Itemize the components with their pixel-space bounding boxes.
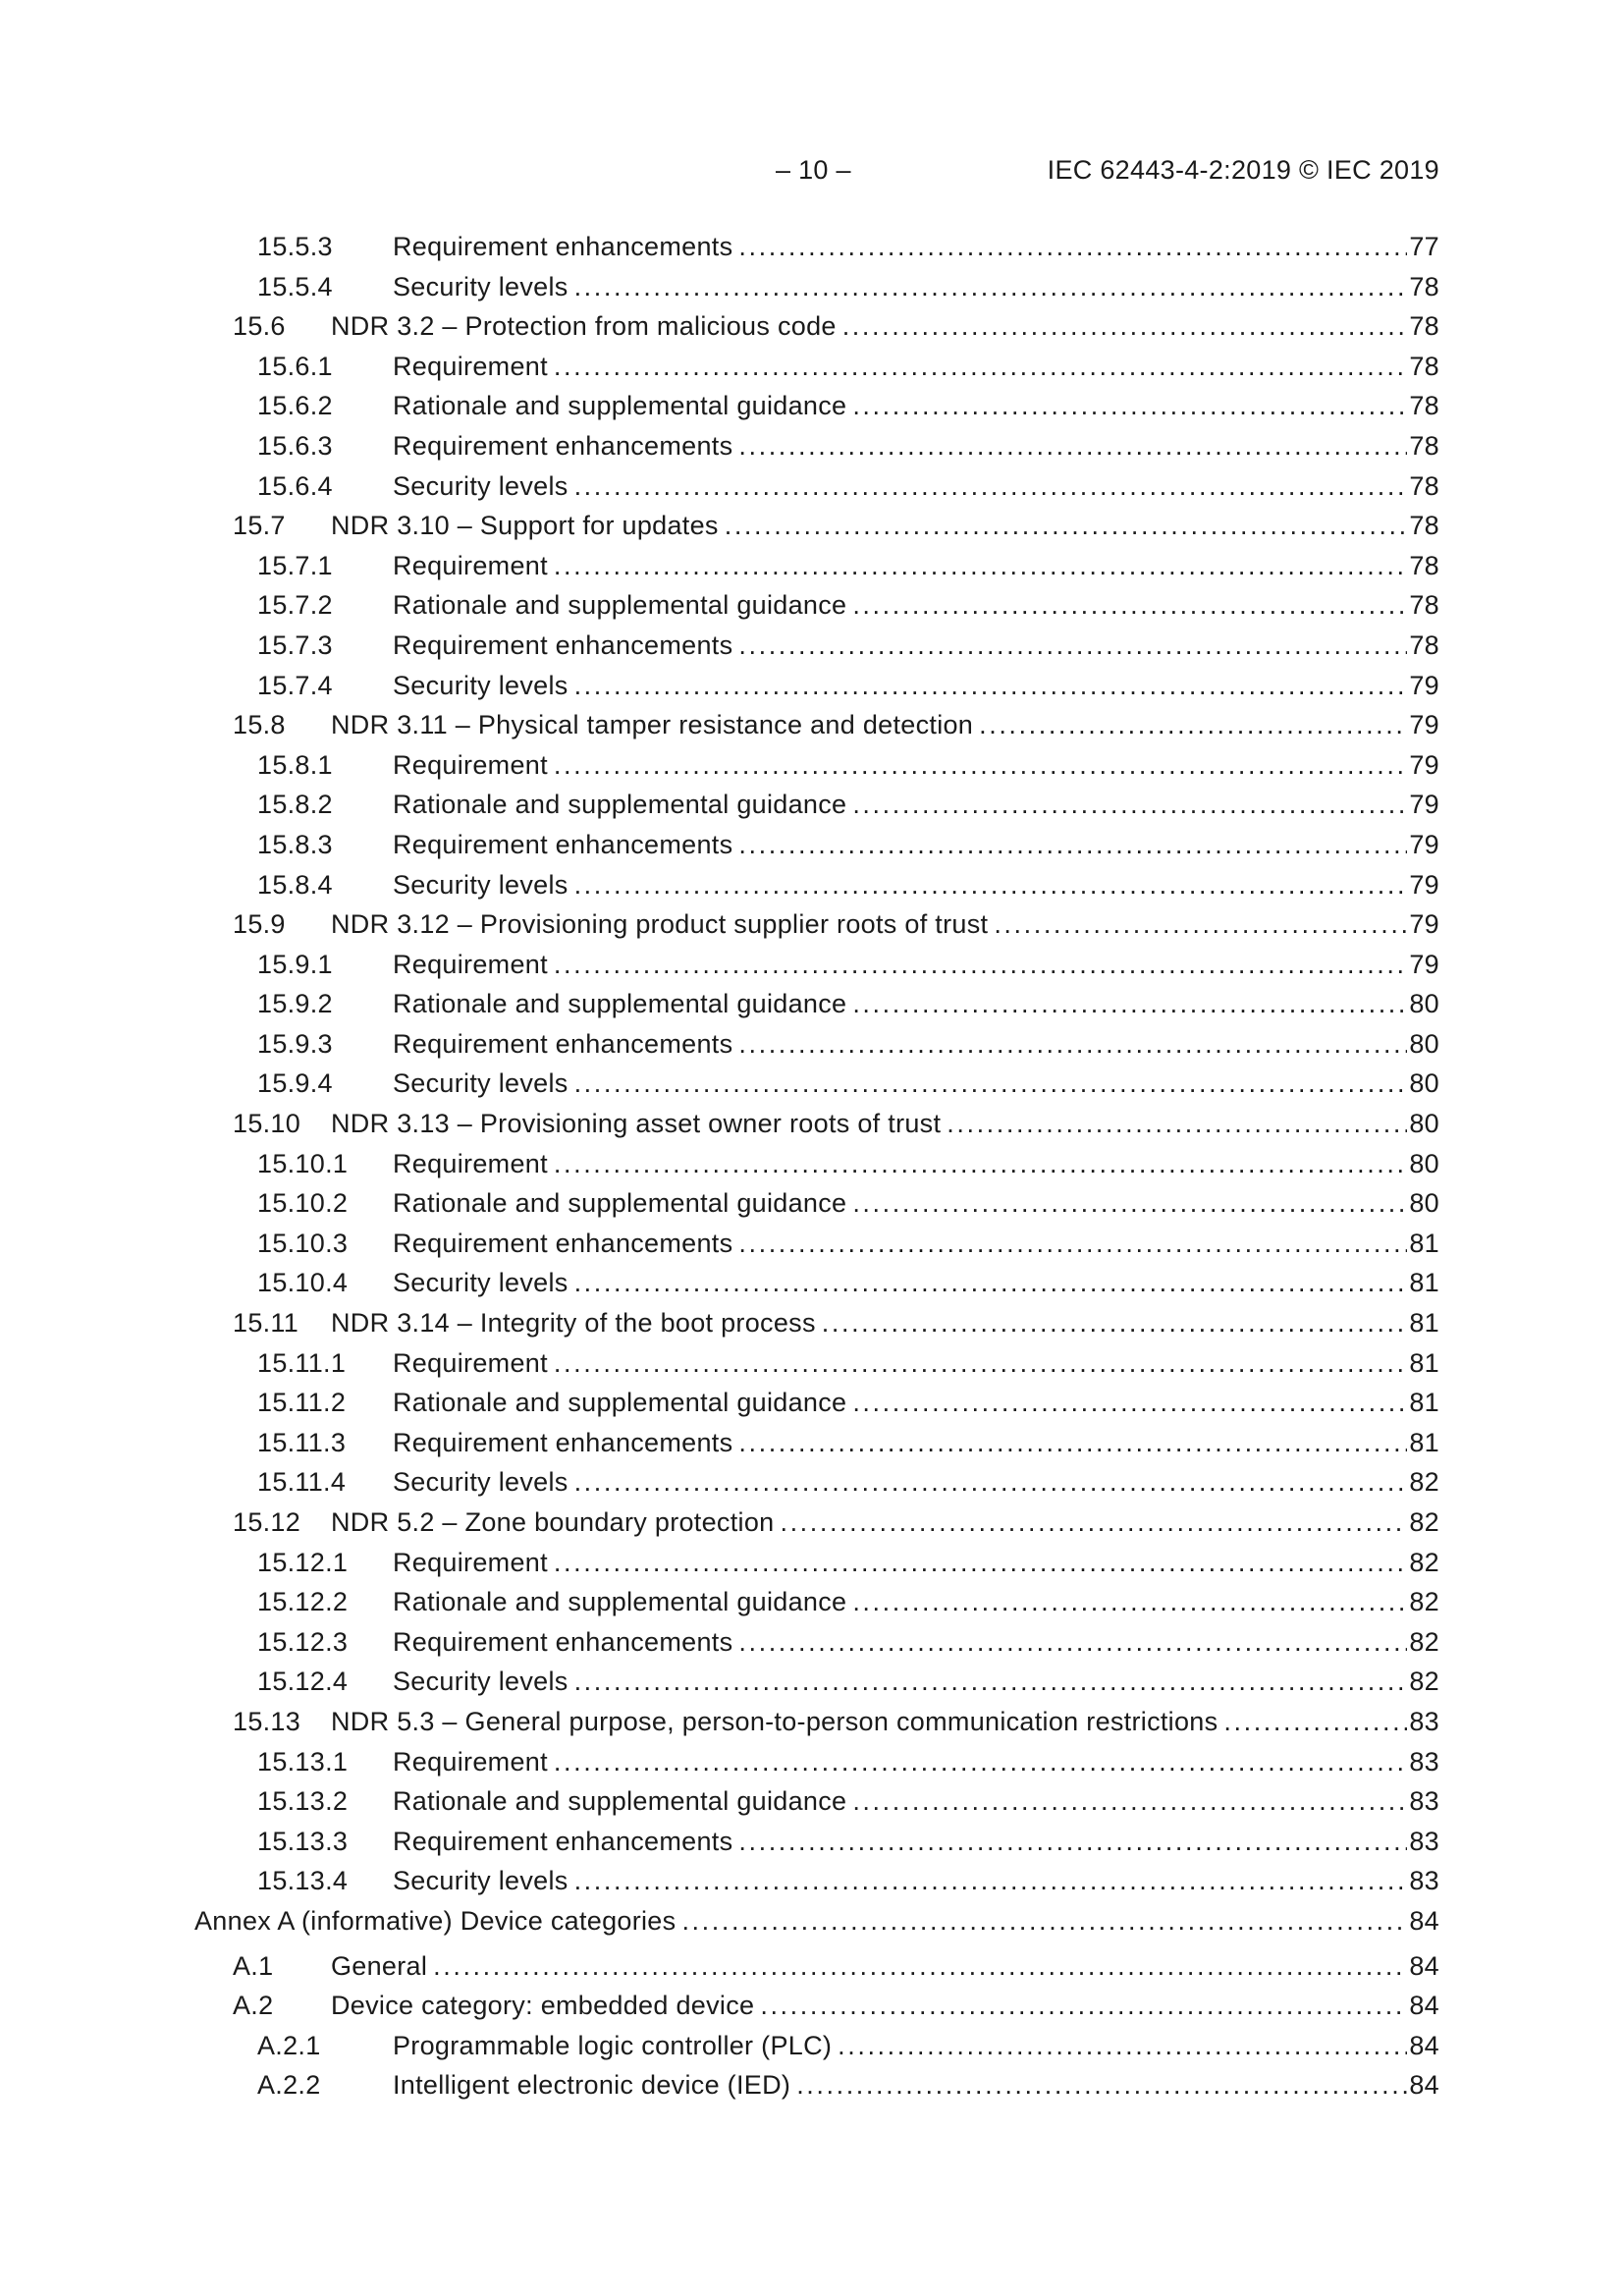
toc-entry-number: 15.10.1 bbox=[257, 1148, 349, 1178]
toc-entry-title: Requirement bbox=[393, 550, 548, 580]
toc-entry-title: NDR 5.3 – General purpose, person-to-person communication restrictions bbox=[331, 1706, 1218, 1736]
toc-entry-title: NDR 3.14 – Integrity of the boot process bbox=[331, 1308, 816, 1339]
toc-entry-title: Requirement enhancements bbox=[393, 1626, 733, 1657]
dot-leader bbox=[852, 1188, 1407, 1219]
toc-entry-title: Requirement enhancements bbox=[393, 1228, 733, 1258]
toc-entry-line bbox=[393, 471, 1439, 502]
toc-entry-number: A.2.2 bbox=[257, 2070, 321, 2101]
toc-entry-number: 15.11.3 bbox=[257, 1427, 347, 1457]
toc-entry-number: 15.9.4 bbox=[257, 1068, 333, 1099]
toc-entry-line bbox=[331, 1707, 1439, 1737]
toc-entry-line bbox=[393, 950, 1439, 980]
toc-entry-title: Security levels bbox=[393, 470, 568, 501]
toc-entry-line bbox=[393, 1149, 1439, 1179]
toc-entry-line bbox=[393, 431, 1439, 462]
dot-leader bbox=[574, 1467, 1408, 1498]
toc-entry-line bbox=[393, 590, 1439, 621]
toc-entry-title: Requirement enhancements bbox=[393, 1028, 733, 1059]
dot-leader bbox=[738, 1229, 1407, 1259]
toc-entry[interactable] bbox=[0, 508, 1624, 548]
dot-leader bbox=[681, 1906, 1407, 1937]
toc-entry[interactable] bbox=[0, 1345, 1624, 1386]
toc-entry-line bbox=[393, 232, 1439, 262]
toc-entry[interactable] bbox=[0, 1146, 1624, 1186]
toc-entry-page: 79 bbox=[1409, 790, 1439, 820]
toc-entry[interactable] bbox=[0, 1664, 1624, 1704]
toc-entry-page: 78 bbox=[1409, 311, 1439, 342]
toc-entry-line bbox=[393, 1786, 1439, 1817]
toc-entry-title: Requirement enhancements bbox=[393, 232, 733, 261]
toc-entry[interactable] bbox=[0, 587, 1624, 628]
dot-leader bbox=[760, 1991, 1407, 2021]
toc-entry[interactable] bbox=[0, 1903, 1624, 1948]
toc-entry-number: 15.7.2 bbox=[257, 590, 333, 621]
dot-leader bbox=[725, 511, 1408, 541]
toc-entry-line bbox=[393, 790, 1439, 820]
dot-leader bbox=[947, 1109, 1407, 1139]
toc-entry-page: 79 bbox=[1409, 909, 1439, 940]
toc-entry-number: 15.9.3 bbox=[257, 1028, 333, 1059]
toc-entry-line bbox=[331, 1308, 1439, 1339]
toc-entry-line bbox=[393, 1388, 1439, 1418]
toc-entry[interactable] bbox=[0, 867, 1624, 907]
dot-leader bbox=[780, 1507, 1407, 1538]
dot-leader bbox=[574, 272, 1408, 302]
toc-entry-page: 81 bbox=[1409, 1388, 1439, 1418]
toc-entry-line bbox=[393, 1348, 1439, 1379]
toc-entry-number: 15.7.3 bbox=[257, 629, 333, 660]
toc-entry[interactable] bbox=[0, 1425, 1624, 1465]
toc-entry-page: 80 bbox=[1409, 1188, 1439, 1219]
toc-entry-page: 83 bbox=[1409, 1706, 1439, 1736]
toc-entry-page: 80 bbox=[1409, 989, 1439, 1019]
dot-leader bbox=[554, 1348, 1407, 1379]
toc-entry-line bbox=[393, 1827, 1439, 1857]
toc-entry-title: Security levels bbox=[393, 1866, 568, 1896]
toc-entry-line bbox=[393, 272, 1439, 302]
toc-entry[interactable] bbox=[0, 707, 1624, 747]
toc-entry-page: 78 bbox=[1409, 351, 1439, 381]
toc-entry[interactable] bbox=[0, 1744, 1624, 1784]
toc-entry-number: 15.8.1 bbox=[257, 749, 333, 780]
toc-entry-title: Rationale and supplemental guidance bbox=[393, 1786, 847, 1817]
dot-leader bbox=[738, 431, 1407, 462]
toc-entry-page: 84 bbox=[1409, 1950, 1439, 1981]
toc-entry-title: NDR 3.13 – Provisioning asset owner roots of trust bbox=[331, 1109, 942, 1139]
toc-entry-page: 80 bbox=[1409, 1109, 1439, 1139]
dot-leader bbox=[822, 1308, 1408, 1339]
toc-entry-title: Rationale and supplemental guidance bbox=[393, 790, 847, 820]
toc-entry-number: 15.13 bbox=[233, 1706, 301, 1736]
toc-entry-line bbox=[393, 1467, 1439, 1498]
toc-entry-title: Requirement bbox=[393, 351, 548, 381]
toc-entry-title: Requirement enhancements bbox=[393, 1427, 733, 1457]
toc-entry-number: 15.6.1 bbox=[257, 351, 333, 381]
toc-entry-page: 81 bbox=[1409, 1427, 1439, 1457]
toc-entry-number: 15.10.4 bbox=[257, 1268, 349, 1298]
toc-entry-number: 15.10.2 bbox=[257, 1188, 349, 1219]
toc-entry[interactable] bbox=[0, 1704, 1624, 1744]
page-header bbox=[0, 155, 1624, 194]
toc-entry-page: 79 bbox=[1409, 869, 1439, 900]
dot-leader bbox=[994, 909, 1407, 940]
toc-entry-number: 15.6.2 bbox=[257, 391, 333, 421]
toc-entry-number: 15.11 bbox=[233, 1308, 299, 1339]
dot-leader bbox=[979, 710, 1407, 740]
toc-entry-line bbox=[393, 750, 1439, 781]
toc-entry[interactable] bbox=[0, 1026, 1624, 1066]
toc-entry-page: 84 bbox=[1409, 1991, 1439, 2021]
toc-entry[interactable] bbox=[0, 1948, 1624, 1989]
toc-entry-title: Requirement bbox=[393, 1148, 548, 1178]
dot-leader bbox=[852, 590, 1407, 621]
dot-leader bbox=[738, 630, 1407, 661]
toc-entry-page: 77 bbox=[1409, 232, 1439, 261]
toc-entry-title: Requirement enhancements bbox=[393, 629, 733, 660]
toc-entry-number: 15.13.1 bbox=[257, 1746, 349, 1777]
toc-entry-page: 79 bbox=[1409, 749, 1439, 780]
dot-leader bbox=[852, 1587, 1407, 1617]
dot-leader bbox=[574, 870, 1408, 901]
toc-entry[interactable] bbox=[0, 308, 1624, 349]
toc-entry-number: 15.6.4 bbox=[257, 470, 333, 501]
dot-leader bbox=[852, 790, 1407, 820]
toc-entry-line bbox=[393, 1866, 1439, 1896]
toc-entry-title: Security levels bbox=[393, 670, 568, 700]
dot-leader bbox=[554, 1149, 1407, 1179]
toc-entry-line bbox=[194, 1906, 1439, 1937]
toc-entry[interactable] bbox=[0, 269, 1624, 309]
dot-leader bbox=[574, 1268, 1408, 1298]
toc-entry-title: Security levels bbox=[393, 1667, 568, 1697]
toc-entry-page: 82 bbox=[1409, 1587, 1439, 1617]
toc-entry-number: 15.9.2 bbox=[257, 989, 333, 1019]
toc-entry[interactable] bbox=[0, 1783, 1624, 1824]
toc-entry[interactable] bbox=[0, 2028, 1624, 2068]
toc-entry-line bbox=[393, 1587, 1439, 1617]
toc-entry-number: 15.10.3 bbox=[257, 1228, 349, 1258]
dot-leader bbox=[796, 2070, 1407, 2101]
toc-entry-number: 15.9 bbox=[233, 909, 286, 940]
toc-entry[interactable] bbox=[0, 1226, 1624, 1266]
toc-entry-title: Security levels bbox=[393, 869, 568, 900]
dot-leader bbox=[574, 471, 1408, 502]
toc-entry[interactable] bbox=[0, 388, 1624, 428]
toc-entry[interactable] bbox=[0, 1863, 1624, 1903]
toc-entry-line bbox=[331, 909, 1439, 940]
dot-leader bbox=[738, 1029, 1407, 1060]
toc-entry[interactable] bbox=[0, 548, 1624, 588]
toc-entry-page: 78 bbox=[1409, 550, 1439, 580]
toc-entry-line bbox=[331, 1951, 1439, 1982]
toc-entry-title: NDR 3.10 – Support for updates bbox=[331, 511, 719, 541]
toc-entry-line bbox=[393, 1268, 1439, 1298]
toc-entry-title: Requirement bbox=[393, 749, 548, 780]
toc-entry-page: 79 bbox=[1409, 829, 1439, 859]
toc-entry-number: 15.5.4 bbox=[257, 271, 333, 301]
toc-entry-page: 79 bbox=[1409, 949, 1439, 979]
toc-entry-title: NDR 3.2 – Protection from malicious code bbox=[331, 311, 837, 342]
dot-leader bbox=[433, 1951, 1407, 1982]
toc-entry[interactable] bbox=[0, 787, 1624, 827]
toc-entry-number: A.2.1 bbox=[257, 2030, 321, 2060]
page-number: – 10 – bbox=[776, 155, 851, 185]
dot-leader bbox=[574, 1866, 1408, 1896]
toc-entry[interactable] bbox=[0, 986, 1624, 1026]
toc-entry-page: 82 bbox=[1409, 1547, 1439, 1577]
toc-entry[interactable] bbox=[0, 1106, 1624, 1146]
toc-entry-line bbox=[331, 1109, 1439, 1139]
toc-entry-title: Intelligent electronic device (IED) bbox=[393, 2070, 791, 2101]
toc-entry-page: 81 bbox=[1409, 1347, 1439, 1378]
toc-entry-number: 15.8.4 bbox=[257, 869, 333, 900]
toc-entry[interactable] bbox=[0, 1265, 1624, 1305]
toc-entry-line bbox=[393, 551, 1439, 581]
toc-entry-line bbox=[393, 2031, 1439, 2061]
dot-leader bbox=[574, 1667, 1408, 1697]
toc-entry-line bbox=[393, 2070, 1439, 2101]
dot-leader bbox=[574, 1068, 1408, 1099]
toc-entry[interactable] bbox=[0, 1185, 1624, 1226]
toc-entry-line bbox=[393, 1747, 1439, 1777]
toc-entry-page: 82 bbox=[1409, 1507, 1439, 1537]
toc-entry-number: 15.9.1 bbox=[257, 949, 333, 979]
toc-entry-page: 80 bbox=[1409, 1068, 1439, 1099]
toc-entry-page: 82 bbox=[1409, 1667, 1439, 1697]
dot-leader bbox=[838, 2031, 1407, 2061]
toc-entry-title: Rationale and supplemental guidance bbox=[393, 1587, 847, 1617]
toc-entry-number: 15.12.3 bbox=[257, 1626, 349, 1657]
toc-entry-title: Rationale and supplemental guidance bbox=[393, 590, 847, 621]
toc-entry-title: General bbox=[331, 1950, 428, 1981]
toc-entry[interactable] bbox=[0, 428, 1624, 468]
toc-entry-number: 15.13.3 bbox=[257, 1826, 349, 1856]
dot-leader bbox=[842, 311, 1408, 342]
toc-entry-line bbox=[393, 1188, 1439, 1219]
toc-entry-page: 84 bbox=[1409, 2070, 1439, 2101]
toc-entry-number: A.1 bbox=[233, 1950, 274, 1981]
toc-entry-page: 82 bbox=[1409, 1626, 1439, 1657]
dot-leader bbox=[852, 989, 1407, 1019]
toc-entry-line bbox=[393, 830, 1439, 860]
toc-entry-number: 15.11.1 bbox=[257, 1347, 347, 1378]
toc-entry-line bbox=[393, 1667, 1439, 1697]
toc-entry[interactable] bbox=[0, 2067, 1624, 2107]
toc-entry[interactable] bbox=[0, 1305, 1624, 1345]
toc-entry[interactable] bbox=[0, 947, 1624, 987]
toc-entry[interactable] bbox=[0, 1624, 1624, 1665]
toc-entry-page: 79 bbox=[1409, 710, 1439, 740]
toc-entry-title: Device category: embedded device bbox=[331, 1991, 755, 2021]
toc-entry-title: Requirement bbox=[393, 1547, 548, 1577]
toc-entry-page: 78 bbox=[1409, 391, 1439, 421]
toc-entry[interactable] bbox=[0, 1545, 1624, 1585]
toc-entry[interactable] bbox=[0, 1988, 1624, 2028]
dot-leader bbox=[738, 1827, 1407, 1857]
toc-entry-line bbox=[331, 710, 1439, 740]
toc-entry-page: 81 bbox=[1409, 1268, 1439, 1298]
toc-entry-title: Rationale and supplemental guidance bbox=[393, 1388, 847, 1418]
toc-entry-line bbox=[393, 1229, 1439, 1259]
toc-entry-number: 15.12.1 bbox=[257, 1547, 349, 1577]
toc-entry-line bbox=[393, 352, 1439, 382]
toc-entry-title: Requirement enhancements bbox=[393, 430, 733, 461]
toc-entry[interactable] bbox=[0, 468, 1624, 509]
dot-leader bbox=[554, 1548, 1407, 1578]
toc-entry-title: NDR 3.12 – Provisioning product supplier roots of trust bbox=[331, 909, 989, 940]
toc-entry-number: 15.6 bbox=[233, 311, 286, 342]
toc-entry-title: Requirement bbox=[393, 949, 548, 979]
toc-entry-title: NDR 5.2 – Zone boundary protection bbox=[331, 1507, 775, 1537]
toc-entry-page: 82 bbox=[1409, 1467, 1439, 1498]
toc-entry[interactable] bbox=[0, 1464, 1624, 1504]
toc-entry-page: 83 bbox=[1409, 1786, 1439, 1817]
toc-entry-page: 79 bbox=[1409, 670, 1439, 700]
toc-entry-line bbox=[393, 870, 1439, 901]
toc-entry-number: 15.13.4 bbox=[257, 1866, 349, 1896]
toc-entry-line bbox=[393, 989, 1439, 1019]
toc-entry-line bbox=[393, 391, 1439, 421]
toc-entry-title: Security levels bbox=[393, 1268, 568, 1298]
toc-entry-page: 83 bbox=[1409, 1746, 1439, 1777]
toc-entry-title: Annex A (informative) Device categories bbox=[194, 1905, 677, 1936]
dot-leader bbox=[554, 950, 1407, 980]
toc-entry-title: Rationale and supplemental guidance bbox=[393, 989, 847, 1019]
toc-entry-line bbox=[331, 511, 1439, 541]
document-reference: IEC 62443-4-2:2019 © IEC 2019 bbox=[1047, 155, 1439, 185]
toc-entry-line bbox=[393, 1068, 1439, 1099]
dot-leader bbox=[738, 830, 1407, 860]
toc-entry[interactable] bbox=[0, 229, 1624, 269]
toc-entry-page: 78 bbox=[1409, 590, 1439, 621]
toc-entry[interactable] bbox=[0, 1385, 1624, 1425]
toc-entry[interactable] bbox=[0, 747, 1624, 788]
toc-entry-page: 81 bbox=[1409, 1308, 1439, 1339]
dot-leader bbox=[852, 1786, 1407, 1817]
toc-entry-line bbox=[331, 311, 1439, 342]
toc-entry-title: Rationale and supplemental guidance bbox=[393, 1188, 847, 1219]
toc-entry-title: Requirement bbox=[393, 1746, 548, 1777]
toc-entry-number: 15.7 bbox=[233, 511, 286, 541]
toc-entry-line bbox=[393, 671, 1439, 701]
toc-entry-line bbox=[331, 1507, 1439, 1538]
toc-entry[interactable] bbox=[0, 349, 1624, 389]
toc-entry-page: 78 bbox=[1409, 430, 1439, 461]
toc-entry-page: 78 bbox=[1409, 511, 1439, 541]
dot-leader bbox=[1223, 1707, 1407, 1737]
toc-entry[interactable] bbox=[0, 668, 1624, 708]
toc-entry-number: 15.11.2 bbox=[257, 1388, 347, 1418]
dot-leader bbox=[554, 750, 1407, 781]
toc-entry-line bbox=[331, 1991, 1439, 2021]
toc-entry-number: 15.10 bbox=[233, 1109, 301, 1139]
table-of-contents bbox=[0, 229, 1624, 2107]
toc-entry[interactable] bbox=[0, 1066, 1624, 1106]
toc-entry-title: Requirement enhancements bbox=[393, 829, 733, 859]
toc-entry-line bbox=[393, 1029, 1439, 1060]
toc-entry-title: Security levels bbox=[393, 1068, 568, 1099]
toc-entry-number: 15.12.4 bbox=[257, 1667, 349, 1697]
dot-leader bbox=[554, 352, 1407, 382]
toc-entry[interactable] bbox=[0, 628, 1624, 668]
dot-leader bbox=[554, 551, 1407, 581]
toc-entry-page: 80 bbox=[1409, 1148, 1439, 1178]
toc-entry-number: 15.6.3 bbox=[257, 430, 333, 461]
toc-entry[interactable] bbox=[0, 1824, 1624, 1864]
toc-entry[interactable] bbox=[0, 906, 1624, 947]
dot-leader bbox=[574, 671, 1408, 701]
toc-entry[interactable] bbox=[0, 1584, 1624, 1624]
dot-leader bbox=[738, 1428, 1407, 1458]
toc-entry-page: 78 bbox=[1409, 629, 1439, 660]
toc-entry-line bbox=[393, 1428, 1439, 1458]
toc-entry-page: 84 bbox=[1409, 2030, 1439, 2060]
toc-entry-number: 15.11.4 bbox=[257, 1467, 347, 1498]
toc-entry-title: Requirement bbox=[393, 1347, 548, 1378]
toc-entry-number: 15.12.2 bbox=[257, 1587, 349, 1617]
toc-entry-number: A.2 bbox=[233, 1991, 274, 2021]
toc-entry-line bbox=[393, 1548, 1439, 1578]
toc-entry-number: 15.8.3 bbox=[257, 829, 333, 859]
toc-entry-number: 15.5.3 bbox=[257, 232, 333, 261]
toc-entry-number: 15.13.2 bbox=[257, 1786, 349, 1817]
toc-entry-page: 81 bbox=[1409, 1228, 1439, 1258]
toc-entry-number: 15.8.2 bbox=[257, 790, 333, 820]
dot-leader bbox=[852, 391, 1407, 421]
toc-entry-page: 78 bbox=[1409, 271, 1439, 301]
toc-entry-page: 80 bbox=[1409, 1028, 1439, 1059]
toc-entry-title: Rationale and supplemental guidance bbox=[393, 391, 847, 421]
toc-entry-page: 78 bbox=[1409, 470, 1439, 501]
toc-entry-page: 83 bbox=[1409, 1826, 1439, 1856]
toc-entry-title: Security levels bbox=[393, 1467, 568, 1498]
toc-entry-title: Security levels bbox=[393, 271, 568, 301]
dot-leader bbox=[554, 1747, 1407, 1777]
toc-entry-number: 15.8 bbox=[233, 710, 286, 740]
toc-entry-line bbox=[393, 1627, 1439, 1658]
toc-entry[interactable] bbox=[0, 1504, 1624, 1545]
toc-entry-number: 15.7.1 bbox=[257, 550, 333, 580]
toc-entry-title: Requirement enhancements bbox=[393, 1826, 733, 1856]
toc-entry[interactable] bbox=[0, 827, 1624, 867]
toc-entry-page: 83 bbox=[1409, 1866, 1439, 1896]
dot-leader bbox=[738, 232, 1407, 262]
dot-leader bbox=[852, 1388, 1407, 1418]
toc-entry-number: 15.12 bbox=[233, 1507, 301, 1537]
toc-entry-title: Programmable logic controller (PLC) bbox=[393, 2030, 833, 2060]
toc-entry-line bbox=[393, 630, 1439, 661]
dot-leader bbox=[738, 1627, 1407, 1658]
toc-entry-title: NDR 3.11 – Physical tamper resistance and detection bbox=[331, 710, 974, 740]
toc-entry-number: 15.7.4 bbox=[257, 670, 333, 700]
toc-entry-page: 84 bbox=[1409, 1905, 1439, 1936]
